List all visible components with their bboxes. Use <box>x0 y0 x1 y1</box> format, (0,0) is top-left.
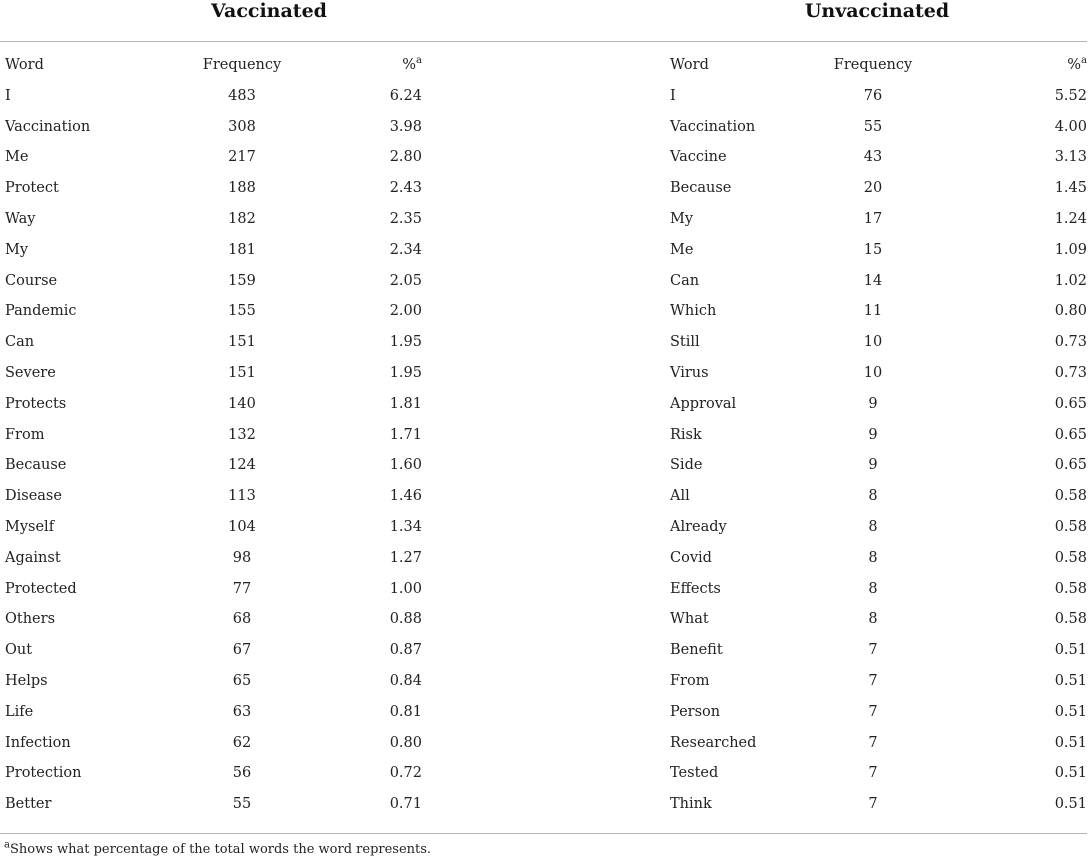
frequency-cell: 68 <box>232 611 252 628</box>
word-cell: Can <box>5 334 35 351</box>
table-row <box>5 758 422 789</box>
word-cell: Still <box>670 334 700 351</box>
frequency-cell: 20 <box>863 180 883 197</box>
header-word: Word <box>5 57 44 73</box>
footnote-text: Shows what percentage of the total words the word represents. <box>9 842 432 857</box>
percent-cell: 0.65 <box>1054 426 1087 443</box>
percent-cell: 1.09 <box>1054 241 1087 258</box>
percent-cell: 0.88 <box>389 611 422 628</box>
frequency-cell: 7 <box>868 672 878 689</box>
table-row <box>670 235 1087 266</box>
table-row <box>5 389 422 420</box>
table-row <box>5 450 422 481</box>
frequency-cell: 56 <box>232 765 252 782</box>
word-cell: Effects <box>670 580 721 597</box>
vaccinated-title: Vaccinated <box>211 0 327 22</box>
percent-cell: 0.87 <box>389 642 422 659</box>
percent-cell: 2.43 <box>389 180 422 197</box>
word-cell: Already <box>670 518 727 535</box>
frequency-cell: 124 <box>228 457 256 474</box>
word-cell: From <box>5 426 45 443</box>
word-cell: Person <box>670 703 721 720</box>
table-row <box>670 574 1087 605</box>
table-row <box>5 296 422 327</box>
percent-cell: 1.60 <box>389 457 422 474</box>
table-row <box>5 142 422 173</box>
word-cell: Against <box>5 549 61 566</box>
table-row <box>670 81 1087 112</box>
percent-cell: 0.51 <box>1054 765 1087 782</box>
word-cell: Can <box>670 272 700 289</box>
word-cell: Way <box>5 210 36 227</box>
word-cell: Tested <box>670 765 719 782</box>
table-row <box>5 358 422 389</box>
frequency-cell: 8 <box>868 549 878 566</box>
frequency-cell: 55 <box>232 796 252 813</box>
percent-cell: 0.80 <box>389 734 422 751</box>
percent-cell: 1.02 <box>1054 272 1087 289</box>
bottom-rule <box>0 833 1087 834</box>
frequency-cell: 151 <box>228 334 256 351</box>
word-cell: Approval <box>670 395 737 412</box>
percent-cell: 0.58 <box>1054 518 1087 535</box>
percent-cell: 1.45 <box>1054 180 1087 197</box>
header-percent <box>1067 56 1087 74</box>
frequency-cell: 181 <box>228 241 256 258</box>
table-row <box>670 358 1087 389</box>
word-cell: Risk <box>670 426 702 443</box>
word-cell: Out <box>5 642 33 659</box>
unvaccinated-table <box>670 50 1087 820</box>
frequency-cell: 9 <box>868 426 878 443</box>
percent-cell: 6.24 <box>389 87 422 104</box>
percent-cell: 0.73 <box>1054 334 1087 351</box>
header-frequency: Frequency <box>202 57 282 73</box>
percent-cell: 2.05 <box>389 272 422 289</box>
percent-cell: 1.34 <box>389 518 422 535</box>
word-cell: Protection <box>5 765 82 782</box>
word-cell: Protected <box>5 580 77 597</box>
frequency-cell: 151 <box>228 364 256 381</box>
table-row <box>670 327 1087 358</box>
frequency-cell: 98 <box>232 549 252 566</box>
frequency-cell: 55 <box>863 118 883 135</box>
unvaccinated-title: Unvaccinated <box>804 0 950 22</box>
percent-cell: 1.00 <box>389 580 422 597</box>
frequency-cell: 7 <box>868 703 878 720</box>
frequency-cell: 217 <box>228 149 256 166</box>
header-word: Word <box>670 57 709 73</box>
percent-cell: 0.58 <box>1054 611 1087 628</box>
table-row <box>5 327 422 358</box>
table-row <box>670 389 1087 420</box>
percent-cell: 0.81 <box>389 703 422 720</box>
header-percent <box>402 56 422 74</box>
percent-cell: 0.65 <box>1054 457 1087 474</box>
percent-cell: 3.13 <box>1054 149 1087 166</box>
table-row <box>670 604 1087 635</box>
frequency-cell: 65 <box>232 672 252 689</box>
percent-cell: 2.00 <box>389 303 422 320</box>
frequency-cell: 188 <box>228 180 256 197</box>
frequency-cell: 9 <box>868 395 878 412</box>
percent-cell: 1.95 <box>389 334 422 351</box>
table-row <box>670 420 1087 451</box>
table-row <box>670 512 1087 543</box>
frequency-cell: 104 <box>228 518 256 535</box>
header-row <box>5 50 422 81</box>
table-row <box>5 266 422 297</box>
table-row <box>670 697 1087 728</box>
frequency-cell: 14 <box>863 272 883 289</box>
percent-cell: 0.51 <box>1054 672 1087 689</box>
table-row <box>5 728 422 759</box>
table-row <box>670 543 1087 574</box>
percent-cell: 0.51 <box>1054 734 1087 751</box>
word-cell: Better <box>5 796 52 813</box>
percent-cell: 0.51 <box>1054 703 1087 720</box>
header-row <box>670 50 1087 81</box>
frequency-cell: 43 <box>863 149 883 166</box>
percent-cell: 1.24 <box>1054 210 1087 227</box>
footnote <box>4 839 432 857</box>
table-row <box>5 697 422 728</box>
table-row <box>5 235 422 266</box>
table-row <box>5 635 422 666</box>
percent-cell: 0.51 <box>1054 796 1087 813</box>
percent-cell: 1.81 <box>389 395 422 412</box>
frequency-cell: 7 <box>868 734 878 751</box>
word-cell: Think <box>670 796 712 813</box>
frequency-cell: 182 <box>228 210 256 227</box>
frequency-cell: 62 <box>232 734 252 751</box>
table-row <box>5 574 422 605</box>
table-row <box>670 789 1087 820</box>
word-cell: Infection <box>5 734 71 751</box>
frequency-cell: 76 <box>863 87 883 104</box>
table-row <box>670 481 1087 512</box>
table-row <box>5 481 422 512</box>
percent-cell: 2.35 <box>389 210 422 227</box>
word-cell: Life <box>5 703 34 720</box>
word-cell: Myself <box>5 518 55 535</box>
header-percent-label: % <box>402 57 417 73</box>
percent-cell: 0.58 <box>1054 580 1087 597</box>
frequency-cell: 483 <box>228 87 256 104</box>
frequency-cell: 67 <box>232 642 252 659</box>
table-row <box>5 81 422 112</box>
table-row <box>670 728 1087 759</box>
frequency-cell: 113 <box>228 488 256 505</box>
word-cell: Protects <box>5 395 67 412</box>
table-row <box>5 204 422 235</box>
word-cell: Course <box>5 272 58 289</box>
top-rule <box>0 41 1087 42</box>
percent-cell: 1.46 <box>389 488 422 505</box>
percent-cell: 0.58 <box>1054 488 1087 505</box>
unvaccinated-rows <box>670 81 1087 820</box>
frequency-cell: 8 <box>868 488 878 505</box>
word-cell: Vaccination <box>670 118 756 135</box>
table-row <box>670 450 1087 481</box>
percent-cell: 3.98 <box>389 118 422 135</box>
frequency-cell: 11 <box>863 303 883 320</box>
frequency-cell: 77 <box>232 580 252 597</box>
word-cell: Virus <box>670 364 709 381</box>
frequency-cell: 159 <box>228 272 256 289</box>
word-cell: Because <box>670 180 732 197</box>
frequency-cell: 7 <box>868 765 878 782</box>
percent-cell: 0.84 <box>389 672 422 689</box>
vaccinated-rows <box>5 81 422 820</box>
word-cell: I <box>670 87 676 104</box>
frequency-cell: 7 <box>868 642 878 659</box>
percent-cell: 0.71 <box>389 796 422 813</box>
word-cell: Because <box>5 457 67 474</box>
table-row <box>670 266 1087 297</box>
frequency-cell: 8 <box>868 611 878 628</box>
frequency-cell: 308 <box>228 118 256 135</box>
table-row <box>5 604 422 635</box>
percent-cell: 0.80 <box>1054 303 1087 320</box>
table-row <box>5 666 422 697</box>
table-row <box>670 112 1087 143</box>
word-cell: Side <box>670 457 703 474</box>
table-row <box>5 543 422 574</box>
frequency-cell: 15 <box>863 241 883 258</box>
frequency-cell: 7 <box>868 796 878 813</box>
word-cell: What <box>670 611 709 628</box>
percent-cell: 0.58 <box>1054 549 1087 566</box>
word-cell: Severe <box>5 364 56 381</box>
header-percent-footnote-marker: a <box>416 55 422 67</box>
table-row <box>5 512 422 543</box>
word-cell: I <box>5 87 11 104</box>
frequency-cell: 63 <box>232 703 252 720</box>
header-percent-footnote-marker: a <box>1081 55 1087 67</box>
table-row <box>670 296 1087 327</box>
table-row <box>5 112 422 143</box>
percent-cell: 0.73 <box>1054 364 1087 381</box>
percent-cell: 2.80 <box>389 149 422 166</box>
word-cell: Which <box>670 303 717 320</box>
frequency-cell: 17 <box>863 210 883 227</box>
frequency-cell: 140 <box>228 395 256 412</box>
percent-cell: 1.95 <box>389 364 422 381</box>
percent-cell: 0.65 <box>1054 395 1087 412</box>
frequency-cell: 9 <box>868 457 878 474</box>
word-cell: Me <box>5 149 29 166</box>
table-row <box>670 204 1087 235</box>
frequency-cell: 8 <box>868 518 878 535</box>
word-cell: Vaccination <box>5 118 91 135</box>
footnote-marker: a <box>4 839 10 851</box>
word-cell: Pandemic <box>5 303 77 320</box>
header-frequency: Frequency <box>833 57 913 73</box>
header-percent-label: % <box>1067 57 1082 73</box>
percent-cell: 1.71 <box>389 426 422 443</box>
table-row <box>670 666 1087 697</box>
table-row <box>5 173 422 204</box>
word-cell: Disease <box>5 488 62 505</box>
word-cell: Protect <box>5 180 59 197</box>
table-row <box>670 635 1087 666</box>
frequency-cell: 155 <box>228 303 256 320</box>
frequency-cell: 10 <box>863 334 883 351</box>
word-cell: Helps <box>5 672 48 689</box>
table-row <box>670 173 1087 204</box>
percent-cell: 1.27 <box>389 549 422 566</box>
table-row <box>5 420 422 451</box>
percent-cell: 2.34 <box>389 241 422 258</box>
word-cell: Covid <box>670 549 712 566</box>
table-row <box>670 758 1087 789</box>
table-row <box>670 142 1087 173</box>
word-cell: Benefit <box>670 642 723 659</box>
percent-cell: 5.52 <box>1054 87 1087 104</box>
frequency-cell: 8 <box>868 580 878 597</box>
percent-cell: 0.72 <box>389 765 422 782</box>
vaccinated-table <box>5 50 422 820</box>
percent-cell: 0.51 <box>1054 642 1087 659</box>
percent-cell: 4.00 <box>1054 118 1087 135</box>
frequency-cell: 132 <box>228 426 256 443</box>
word-cell: My <box>5 241 29 258</box>
word-cell: Others <box>5 611 56 628</box>
word-cell: Researched <box>670 734 757 751</box>
word-cell: My <box>670 210 694 227</box>
frequency-cell: 10 <box>863 364 883 381</box>
word-cell: Vaccine <box>670 149 727 166</box>
word-cell: All <box>670 488 690 505</box>
word-cell: From <box>670 672 710 689</box>
word-cell: Me <box>670 241 694 258</box>
table-row <box>5 789 422 820</box>
